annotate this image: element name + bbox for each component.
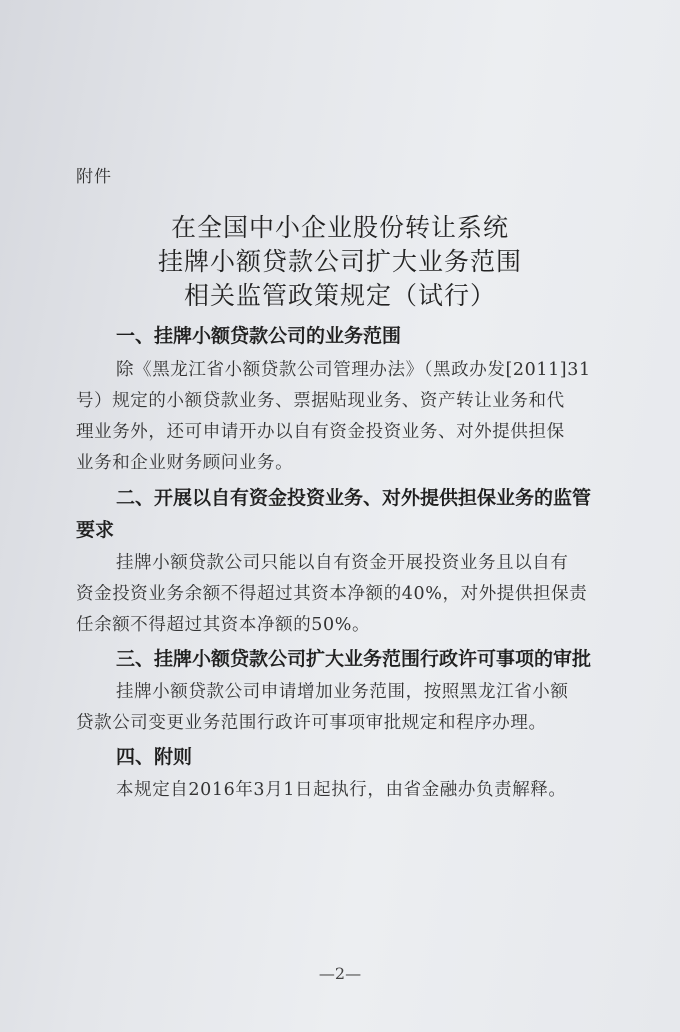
section-1-line-2: 号）规定的小额贷款业务、票据贴现业务、资产转让业务和代 [76,391,565,411]
title-line-1: 在全国中小企业股份转让系统 [170,213,509,242]
section-2-line-2: 资金投资业务余额不得超过其资本净额的40%，对外提供担保责 [76,584,588,604]
section-2-heading-line-2: 要求 [76,519,115,541]
section-4-line-1: 本规定自2016年3月1日起执行，由省金融办负责解释。 [116,780,567,800]
section-1-line-1: 除《黑龙江省小额贷款公司管理办法》（黑政办发[2011]31 [116,360,591,380]
section-1-line-4: 业务和企业财务顾问业务。 [76,453,294,473]
attachment-label: 附件 [76,167,112,187]
section-1-heading: 一、挂牌小额贷款公司的业务范围 [116,325,402,347]
title-line-2: 挂牌小额贷款公司扩大业务范围 [157,247,522,276]
section-3-line-2: 贷款公司变更业务范围行政许可事项审批规定和程序办理。 [76,713,547,733]
section-3-heading: 三、挂牌小额贷款公司扩大业务范围行政许可事项的审批 [116,648,592,670]
page-number: —2— [318,964,362,983]
section-2-line-3: 任余额不得超过其资本净额的50%。 [76,615,371,635]
section-2-line-1: 挂牌小额贷款公司只能以自有资金开展投资业务且以自有 [116,553,569,573]
title-line-3: 相关监管政策规定（试行） [183,281,496,310]
section-2-heading-line-1: 二、开展以自有资金投资业务、对外提供担保业务的监管 [116,487,592,509]
section-1-line-3: 理业务外，还可申请开办以自有资金投资业务、对外提供担保 [76,422,565,442]
section-3-line-1: 挂牌小额贷款公司申请增加业务范围，按照黑龙江省小额 [116,682,569,702]
section-4-heading: 四、附则 [116,746,193,768]
